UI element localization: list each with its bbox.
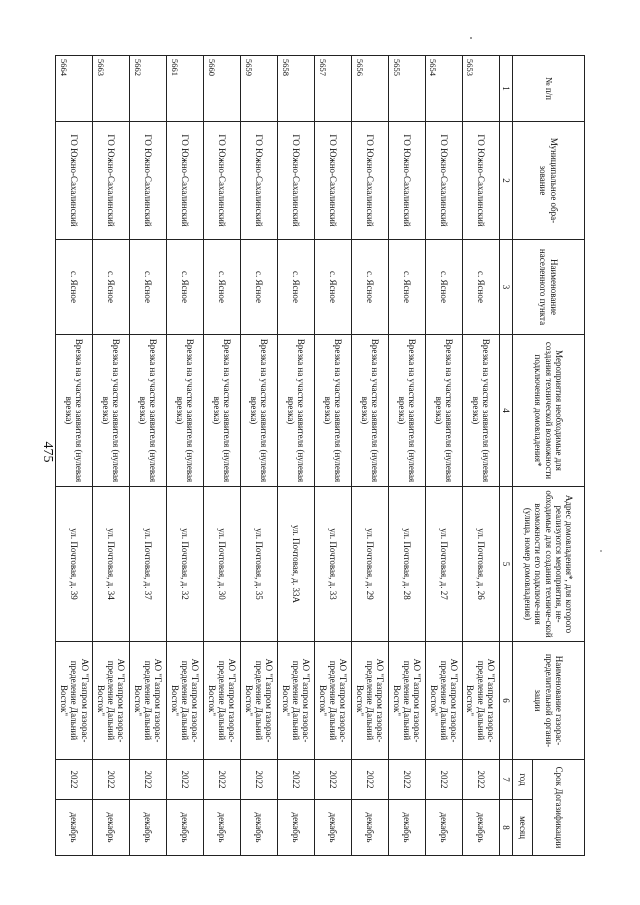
table-row [129,56,166,856]
row-number: 5660 [206,59,217,76]
column-number-8: 8 [499,800,512,856]
table-row [462,56,499,856]
address-cell: ул. Почтовая, д. 33 [314,487,351,642]
settlement-cell: с. Ясное [166,240,203,335]
address-cell: ул. Почтовая, д. 33А [277,487,314,642]
row-number: 5657 [317,59,328,76]
row-number-cell [240,56,277,122]
row-number-cell [314,56,351,122]
table-row [240,56,277,856]
row-number: 5664 [58,59,69,76]
organization-cell: АО "Газпром газорас-пределение Дальний Восток" [129,642,166,760]
address-cell: ул. Почтовая, д. 35 [240,487,277,642]
month-cell: декабрь [277,800,314,856]
scan-speck [600,550,602,552]
table-header [499,56,584,856]
settlement-cell: с. Ясное [425,240,462,335]
row-number: 5659 [243,59,254,76]
organization-cell: АО "Газпром газорас-пределение Дальний Восток" [388,642,425,760]
year-cell: 2022 [166,760,203,800]
month-cell: декабрь [462,800,499,856]
organization-cell: АО "Газпром газорас-пределение Дальний Восток" [56,642,93,760]
municipality-cell: ГО Южно-Сахалинский [351,122,388,240]
row-number-cell [93,56,130,122]
year-cell: 2022 [462,760,499,800]
gasification-table [55,55,585,856]
address-cell: ул. Почтовая, д. 39 [56,487,93,642]
page-number: 475 [40,441,55,463]
year-cell: 2022 [351,760,388,800]
row-number: 5658 [280,59,291,76]
year-cell: 2022 [388,760,425,800]
municipality-cell: ГО Южно-Сахалинский [462,122,499,240]
row-number-cell [277,56,314,122]
column-number-2: 2 [499,122,512,240]
municipality-cell: ГО Южно-Сахалинский [56,122,93,240]
organization-cell: АО "Газпром газорас-пределение Дальний Восток" [277,642,314,760]
row-number: 5661 [169,59,180,76]
table-row [388,56,425,856]
organization-cell: АО "Газпром газорас-пределение Дальний Восток" [314,642,351,760]
year-cell: 2022 [93,760,130,800]
column-number-3: 3 [499,240,512,335]
row-number: 5654 [428,59,439,76]
address-cell: ул. Почтовая, д. 37 [129,487,166,642]
table-row [203,56,240,856]
municipality-cell: ГО Южно-Сахалинский [166,122,203,240]
measures-cell: Врезка на участке заявителя (нулевая врезка) [93,335,130,487]
measures-cell: Врезка на участке заявителя (нулевая врезка) [56,335,93,487]
year-cell: 2022 [56,760,93,800]
row-number: 5663 [95,59,106,76]
table-row [93,56,130,856]
header-measures: Мероприятия необходимые для создания технической возможности подключения домовладения* [513,335,585,487]
municipality-cell: ГО Южно-Сахалинский [277,122,314,240]
month-cell: декабрь [425,800,462,856]
header-year: год [513,760,533,800]
row-number-cell [425,56,462,122]
row-number-cell [462,56,499,122]
year-cell: 2022 [240,760,277,800]
organization-cell: АО "Газпром газорас-пределение Дальний Восток" [166,642,203,760]
row-number-cell [388,56,425,122]
column-numbers-row [499,56,512,856]
header-number: № п/п [513,56,585,122]
month-cell: декабрь [314,800,351,856]
address-cell: ул. Почтовая, д. 27 [425,487,462,642]
year-cell: 2022 [129,760,166,800]
organization-cell: АО "Газпром газорас-пределение Дальний Восток" [93,642,130,760]
month-cell: декабрь [56,800,93,856]
month-cell: декабрь [166,800,203,856]
table-row [314,56,351,856]
settlement-cell: с. Ясное [56,240,93,335]
measures-cell: Врезка на участке заявителя (нулевая врезка) [314,335,351,487]
column-number-1: 1 [499,56,512,122]
row-number-cell [56,56,93,122]
column-number-7: 7 [499,760,512,800]
header-settlement: Наименование населенного пункта [513,240,585,335]
month-cell: декабрь [93,800,130,856]
row-number: 5656 [354,59,365,76]
address-cell: ул. Почтовая, д. 26 [462,487,499,642]
table-body [56,56,500,856]
month-cell: декабрь [240,800,277,856]
municipality-cell: ГО Южно-Сахалинский [240,122,277,240]
header-term: Срок Догазификации [533,760,585,856]
municipality-cell: ГО Южно-Сахалинский [203,122,240,240]
settlement-cell: с. Ясное [351,240,388,335]
settlement-cell: с. Ясное [93,240,130,335]
settlement-cell: с. Ясное [462,240,499,335]
measures-cell: Врезка на участке заявителя (нулевая врезка) [240,335,277,487]
measures-cell: Врезка на участке заявителя (нулевая врезка) [425,335,462,487]
settlement-cell: с. Ясное [388,240,425,335]
table-row [56,56,93,856]
address-cell: ул. Почтовая, д. 28 [388,487,425,642]
month-cell: декабрь [351,800,388,856]
month-cell: декабрь [203,800,240,856]
settlement-cell: с. Ясное [277,240,314,335]
row-number-cell [129,56,166,122]
address-cell: ул. Почтовая, д. 32 [166,487,203,642]
settlement-cell: с. Ясное [240,240,277,335]
column-number-6: 6 [499,642,512,760]
municipality-cell: ГО Южно-Сахалинский [388,122,425,240]
measures-cell: Врезка на участке заявителя (нулевая врезка) [166,335,203,487]
column-number-5: 5 [499,487,512,642]
settlement-cell: с. Ясное [129,240,166,335]
municipality-cell: ГО Южно-Сахалинский [93,122,130,240]
header-organization: Наименование газорас-пределительной органи-зации [513,642,585,760]
row-number-cell [351,56,388,122]
header-month: месяц [513,800,533,856]
year-cell: 2022 [314,760,351,800]
column-number-4: 4 [499,335,512,487]
organization-cell: АО "Газпром газорас-пределение Дальний Восток" [203,642,240,760]
municipality-cell: ГО Южно-Сахалинский [425,122,462,240]
organization-cell: АО "Газпром газорас-пределение Дальний Восток" [351,642,388,760]
row-number: 5653 [465,59,476,76]
year-cell: 2022 [425,760,462,800]
organization-cell: АО "Газпром газорас-пределение Дальний Восток" [425,642,462,760]
year-cell: 2022 [277,760,314,800]
measures-cell: Врезка на участке заявителя (нулевая врезка) [277,335,314,487]
month-cell: декабрь [388,800,425,856]
measures-cell: Врезка на участке заявителя (нулевая врезка) [351,335,388,487]
table-row [277,56,314,856]
table-row [351,56,388,856]
row-number-cell [203,56,240,122]
organization-cell: АО "Газпром газорас-пределение Дальний Восток" [462,642,499,760]
measures-cell: Врезка на участке заявителя (нулевая врезка) [129,335,166,487]
measures-cell: Врезка на участке заявителя (нулевая врезка) [203,335,240,487]
header-address: Адрес домовладения*, для которого реализуются мероприятия, не-обходимые для создания техниче-ской возможности его подключе-ния (улица, номер домовладения) [513,487,585,642]
rotated-table-container [55,55,585,855]
month-cell: декабрь [129,800,166,856]
address-cell: ул. Почтовая, д. 29 [351,487,388,642]
settlement-cell: с. Ясное [203,240,240,335]
address-cell: ул. Почтовая, д. 34 [93,487,130,642]
year-cell: 2022 [203,760,240,800]
address-cell: ул. Почтовая, д. 30 [203,487,240,642]
table-row [425,56,462,856]
measures-cell: Врезка на участке заявителя (нулевая врезка) [462,335,499,487]
table-row [166,56,203,856]
municipality-cell: ГО Южно-Сахалинский [314,122,351,240]
settlement-cell: с. Ясное [314,240,351,335]
scan-speck [470,37,472,39]
measures-cell: Врезка на участке заявителя (нулевая врезка) [388,335,425,487]
row-number: 5655 [391,59,402,76]
row-number-cell [166,56,203,122]
municipality-cell: ГО Южно-Сахалинский [129,122,166,240]
header-municipality: Муниципальное обра-зование [513,122,585,240]
row-number: 5662 [132,59,143,76]
organization-cell: АО "Газпром газорас-пределение Дальний Восток" [240,642,277,760]
